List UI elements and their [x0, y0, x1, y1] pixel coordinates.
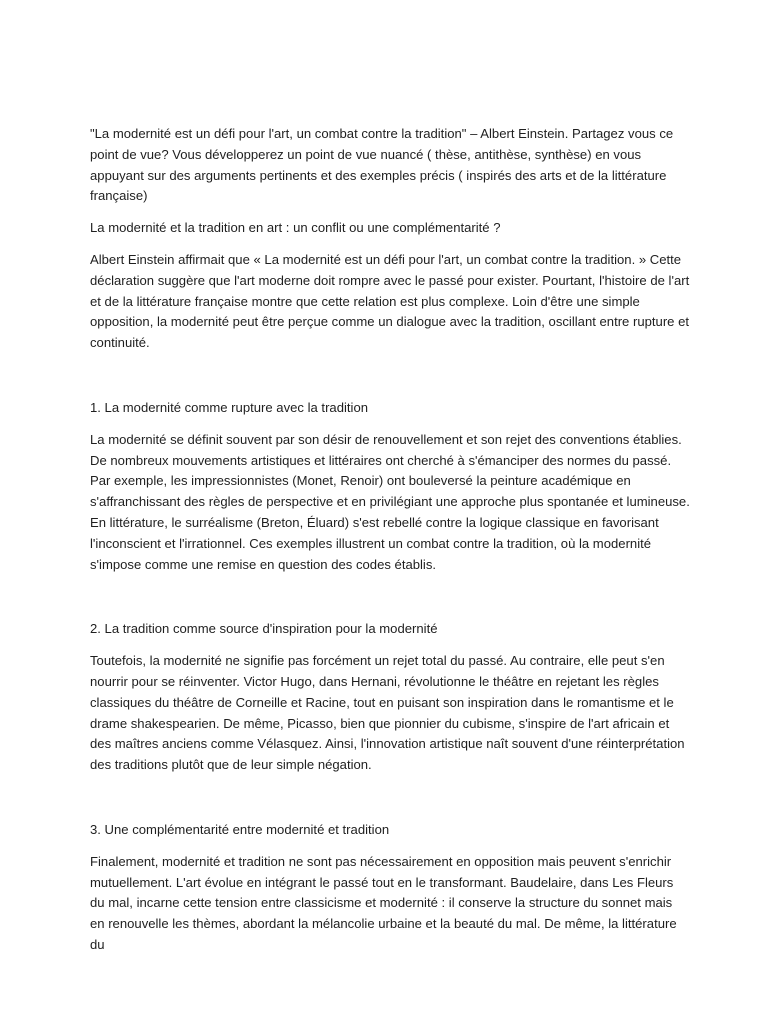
section-spacer	[90, 788, 690, 820]
section-heading-2: 2. La tradition comme source d'inspiration pour la modernité	[90, 621, 438, 637]
section-body-2: Toutefois, la modernité ne signifie pas forcément un rejet total du passé. Au contraire, elle peut s'en nourrir pour se réinventer. Victor Hugo, dans Hernani, révolutionne le théâtre en rejetant les règles classiques du théâtre de Corneille et Racine, tout en puisant son inspiration dans le romantisme et le drame shakespearien. De même, Picasso, bien que pionnier du cubisme, s'inspire de l'art africain et des maîtres anciens comme Vélasquez. Ainsi, l'innovation artistique naît souvent d'une réinterprétation des traditions plutôt que de leur simple négation.	[90, 653, 685, 773]
section-body-1: La modernité se définit souvent par son désir de renouvellement et son rejet des conventions établies. De nombreux mouvements artistiques et littéraires ont cherché à s'émanciper des normes du passé. Par exemple, les impressionnistes (Monet, Renoir) ont bouleversé la peinture académique en s'affranchissant des règles de perspective et en privilégiant une approche plus spontanée et lumineuse. En littérature, le surréalisme (Breton, Éluard) s'est rebellé contre la logique classique en favorisant l'inconscient et l'irrationnel. Ces exemples illustrent un combat contre la tradition, où la modernité s'impose comme une remise en question des codes établis.	[90, 431, 690, 572]
document-page	[90, 124, 690, 968]
essay-prompt: "La modernité est un défi pour l'art, un combat contre la tradition" – Albert Einstein. Partagez vous ce point de vue? Vous développerez un point de vue nuancé ( thèse, antithèse, synthèse) en vous appuyant sur des arguments pertinents et des exemples précis ( inspirés des arts et de la littérature française)	[90, 126, 674, 204]
section-body-3: Finalement, modernité et tradition ne sont pas nécessairement en opposition mais peuvent s'enrichir mutuellement. L'art évolue en intégrant le passé tout en le transformant. Baudelaire, dans Les Fleurs du mal, incarne cette tension entre classicisme et modernité : il conserve la structure du sonnet mais en renouvelle les thèmes, abordant la mélancolie urbaine et la beauté du mal. De même, la littérature du	[90, 853, 677, 952]
introduction-paragraph: Albert Einstein affirmait que « La modernité est un défi pour l'art, un combat contre la tradition. » Cette déclaration suggère que l'art moderne doit rompre avec le passé pour exister. Pourtant, l'histoire de l'art et de la littérature française montre que cette relation est plus complexe. Loin d'être une simple opposition, la modernité peut être perçue comme un dialogue avec la tradition, oscillant entre rupture et continuité.	[90, 251, 690, 351]
essay-title: La modernité et la tradition en art : un conflit ou une complémentarité ?	[90, 220, 501, 236]
section-heading-3: 3. Une complémentarité entre modernité et tradition	[90, 821, 390, 837]
section-heading-1: 1. La modernité comme rupture avec la tradition	[90, 399, 369, 415]
section-spacer	[90, 587, 690, 619]
section-spacer	[90, 366, 690, 398]
